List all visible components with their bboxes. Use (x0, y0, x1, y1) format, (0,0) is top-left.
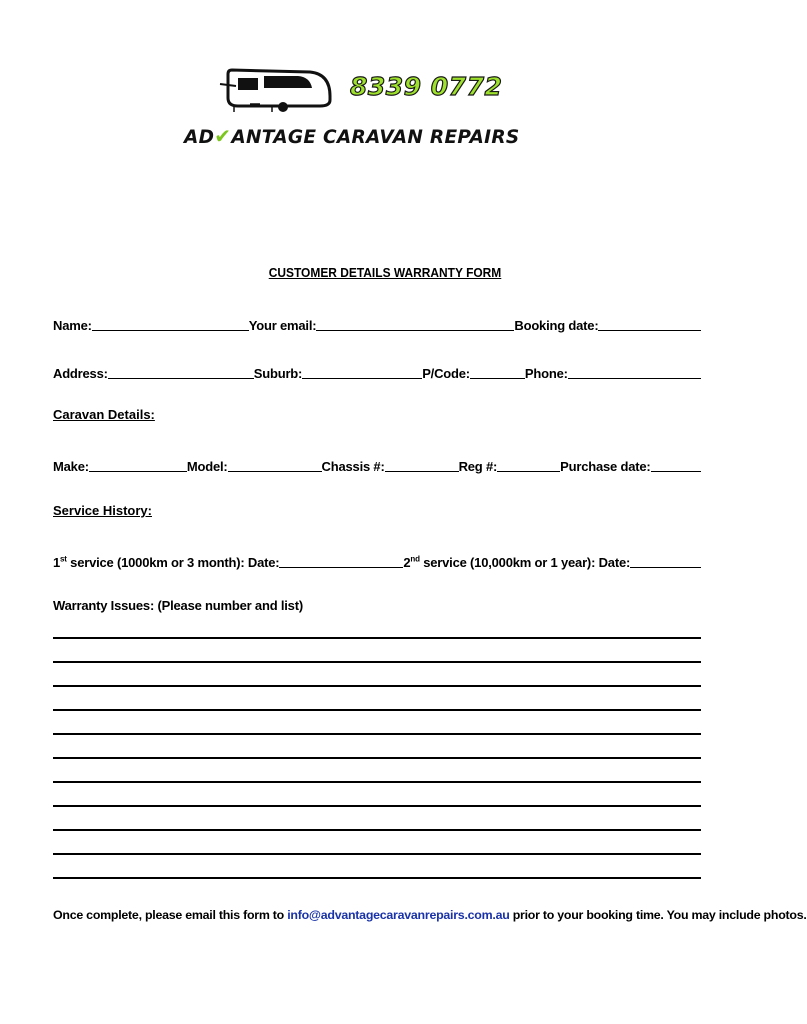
warranty-issues-label: Warranty Issues: (Please number and list) (53, 598, 303, 613)
booking-date-label: Booking date: (514, 318, 599, 333)
row-caravan (53, 454, 701, 474)
second-service-suffix: nd (410, 554, 420, 564)
warranty-line-2[interactable] (53, 661, 701, 663)
form-title-text: CUSTOMER DETAILS WARRANTY FORM (268, 265, 502, 280)
make-field[interactable] (89, 457, 187, 472)
warranty-line-3[interactable] (53, 685, 701, 687)
form-title (31, 265, 739, 280)
name-field[interactable] (92, 316, 249, 331)
phone-label: Phone: (524, 366, 568, 381)
warranty-line-7[interactable] (53, 781, 701, 783)
postcode-label: P/Code: (422, 366, 470, 381)
name-label: Name: (53, 318, 92, 333)
reg-label: Reg #: (458, 459, 498, 474)
warranty-line-9[interactable] (53, 829, 701, 831)
purchase-date-field[interactable] (651, 457, 701, 472)
service-history-heading: Service History: (53, 503, 152, 518)
warranty-line-8[interactable] (53, 805, 701, 807)
chassis-label: Chassis #: (321, 459, 385, 474)
logo-name-suffix: ANTAGE CARAVAN REPAIRS (231, 127, 520, 148)
reg-field[interactable] (497, 457, 560, 472)
second-service-label (403, 555, 630, 570)
email-link[interactable]: info@advantagecaravanrepairs.com.au (287, 908, 510, 922)
second-service-text: service (10,000km or 1 year): Date: (419, 555, 631, 570)
caravan-details-heading: Caravan Details: (53, 407, 155, 422)
first-service-date-field[interactable] (279, 553, 403, 568)
logo-name-prefix: AD (184, 127, 215, 148)
logo-company-name (184, 124, 520, 148)
first-service-suffix: st (60, 554, 67, 564)
first-service-number: 1 (53, 555, 61, 570)
second-service-number: 2 (403, 555, 411, 570)
first-service-text: service (1000km or 3 month): Date: (66, 555, 280, 570)
row-service (53, 550, 701, 570)
make-label: Make: (53, 459, 89, 474)
warranty-line-6[interactable] (53, 757, 701, 759)
warranty-line-11[interactable] (53, 877, 701, 879)
logo-phone-number: 8339 0772 (350, 72, 503, 101)
email-label: Your email: (248, 318, 317, 333)
warranty-line-5[interactable] (53, 733, 701, 735)
company-logo (180, 60, 580, 160)
footer-instructions (53, 908, 807, 922)
footer-text-after: prior to your booking time. You may include photos. (509, 908, 807, 922)
model-field[interactable] (228, 457, 322, 472)
second-service-date-field[interactable] (630, 553, 701, 568)
suburb-label: Suburb: (253, 366, 303, 381)
postcode-field[interactable] (470, 364, 525, 379)
footer-text-before: Once complete, please email this form to (53, 908, 288, 922)
address-label: Address: (53, 366, 108, 381)
warranty-line-10[interactable] (53, 853, 701, 855)
address-field[interactable] (108, 364, 254, 379)
first-service-label (53, 555, 279, 570)
model-label: Model: (186, 459, 228, 474)
warranty-line-4[interactable] (53, 709, 701, 711)
phone-field[interactable] (568, 364, 701, 379)
purchase-date-label: Purchase date: (560, 459, 651, 474)
email-field[interactable] (316, 316, 514, 331)
warranty-line-1[interactable] (53, 637, 701, 639)
check-icon: ✔ (214, 124, 232, 148)
chassis-field[interactable] (385, 457, 459, 472)
row-contact (53, 313, 701, 333)
suburb-field[interactable] (302, 364, 422, 379)
row-address (53, 361, 701, 381)
booking-date-field[interactable] (598, 316, 701, 331)
